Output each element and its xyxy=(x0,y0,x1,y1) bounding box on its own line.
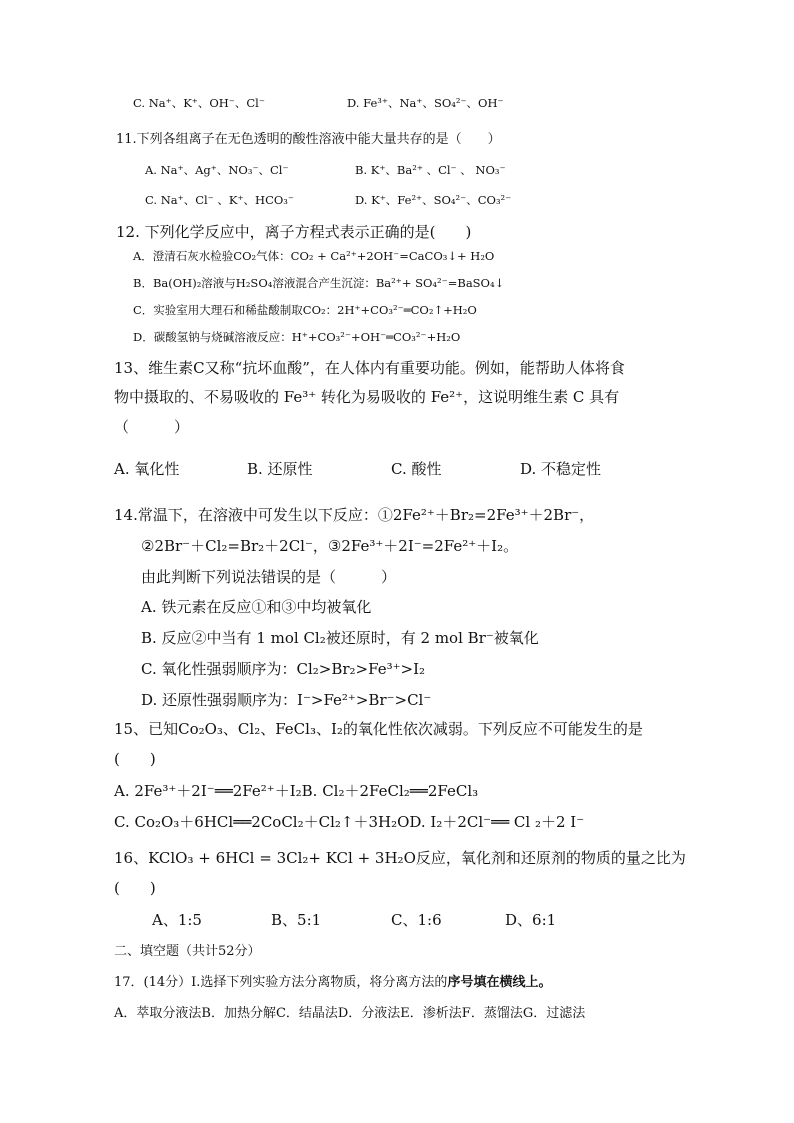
q14-option-d: D. 还原性强弱顺序为：I⁻>Fe²⁺>Br⁻>Cl⁻ xyxy=(141,691,432,709)
q13-option-d: D. 不稳定性 xyxy=(520,460,602,478)
q11-option-a: A. Na⁺、Ag⁺、NO₃⁻、Cl⁻ xyxy=(145,163,289,177)
q13-line-2: 物中摄取的、不易吸收的 Fe³⁺ 转化为易吸收的 Fe²⁺，这说明维生素 C 具有 xyxy=(114,388,620,406)
q16-option-c: C、1:6 xyxy=(391,911,442,929)
q11-option-b: B. K⁺、Ba²⁺ 、Cl⁻ 、 NO₃⁻ xyxy=(355,163,506,177)
q13-line-1: 13、维生素C又称“抗坏血酸”，在人体内有重要功能。例如，能帮助人体将食 xyxy=(114,359,625,377)
q11-option-c: C. Na⁺、Cl⁻ 、K⁺、HCO₃⁻ xyxy=(145,193,294,207)
q13-option-c: C. 酸性 xyxy=(391,460,442,478)
q12-option-a: A．澄清石灰水检验CO₂气体：CO₂ + Ca²⁺+2OH⁻=CaCO₃↓+ H₂O xyxy=(133,249,495,263)
q14-option-c: C. 氧化性强弱顺序为：Cl₂>Br₂>Fe³⁺>I₂ xyxy=(141,660,426,678)
q10-option-c: C. Na⁺、K⁺、OH⁻、Cl⁻ xyxy=(133,96,265,110)
q16-line-2: ( ) xyxy=(114,879,156,897)
q16-line-1: 16、KClO₃ + 6HCl = 3Cl₂+ KCl + 3H₂O反应，氧化剂和还原剂的物质的量之比为 xyxy=(114,849,686,867)
q16-option-d: D、6:1 xyxy=(505,911,557,929)
q15-line-1: 15、已知Co₂O₃、Cl₂、FeCl₃、I₂的氧化性依次减弱。下列反应不可能发生的是 xyxy=(114,720,643,738)
q16-option-a: A、1:5 xyxy=(152,911,202,929)
q17-line-2: A．萃取分液法B．加热分解C．结晶法D．分液法E．渗析法F．蒸馏法G．过滤法 xyxy=(114,1006,586,1021)
q10-option-d: D. Fe³⁺、Na⁺、SO₄²⁻、OH⁻ xyxy=(347,96,504,110)
q17-line-1-bold: 序号填在横线上。 xyxy=(447,975,552,990)
q15-options-ab: A. 2Fe³⁺＋2I⁻══2Fe²⁺＋I₂B. Cl₂＋2FeCl₂══2FeCl₃ xyxy=(114,782,479,800)
q11-stem: 11.下列各组离子在无色透明的酸性溶液中能大量共存的是（ ） xyxy=(116,132,501,147)
q13-option-a: A. 氧化性 xyxy=(114,460,180,478)
q11-option-d: D. K⁺、Fe²⁺、SO₄²⁻、CO₃²⁻ xyxy=(355,193,512,207)
q13-option-b: B. 还原性 xyxy=(247,460,313,478)
q13-line-3: （ ） xyxy=(114,418,190,436)
q14-line-3: 由此判断下列说法错误的是（ ） xyxy=(141,568,397,586)
q17-line-1-text: 17．(14分）Ⅰ.选择下列实验方法分离物质，将分离方法的 xyxy=(114,975,448,990)
q14-line-1: 14.常温下，在溶液中可发生以下反应：①2Fe²⁺＋Br₂=2Fe³⁺＋2Br⁻， xyxy=(114,506,595,524)
q12-option-b: B．Ba(OH)₂溶液与H₂SO₄溶液混合产生沉淀：Ba²⁺+ SO₄²⁻=BaSO₄↓ xyxy=(133,276,505,290)
q15-line-2: ( ) xyxy=(114,750,156,768)
q14-option-a: A. 铁元素在反应①和③中均被氧化 xyxy=(141,598,372,616)
q14-option-b: B. 反应②中当有 1 mol Cl₂被还原时，有 2 mol Br⁻被氧化 xyxy=(141,629,539,647)
q16-option-b: B、5:1 xyxy=(271,911,322,929)
q12-option-c: C．实验室用大理石和稀盐酸制取CO₂：2H⁺+CO₃²⁻═CO₂↑+H₂O xyxy=(133,303,477,317)
q14-line-2: ②2Br⁻＋Cl₂=Br₂＋2Cl⁻，③2Fe³⁺＋2I⁻=2Fe²⁺＋I₂。 xyxy=(141,537,519,555)
q12-stem: 12. 下列化学反应中，离子方程式表示正确的是( ) xyxy=(116,223,472,241)
q17-line-1 xyxy=(114,976,551,989)
section-heading: 二、填空题（共计52分） xyxy=(114,944,261,959)
q12-option-d: D．碳酸氢钠与烧碱溶液反应：H⁺+CO₃²⁻+OH⁻═CO₃²⁻+H₂O xyxy=(133,330,461,344)
q15-options-cd: C. Co₂O₃＋6HCl══2CoCl₂＋Cl₂↑＋3H₂OD. I₂＋2Cl⁻══ Cl ₂＋2 I⁻ xyxy=(114,813,585,831)
